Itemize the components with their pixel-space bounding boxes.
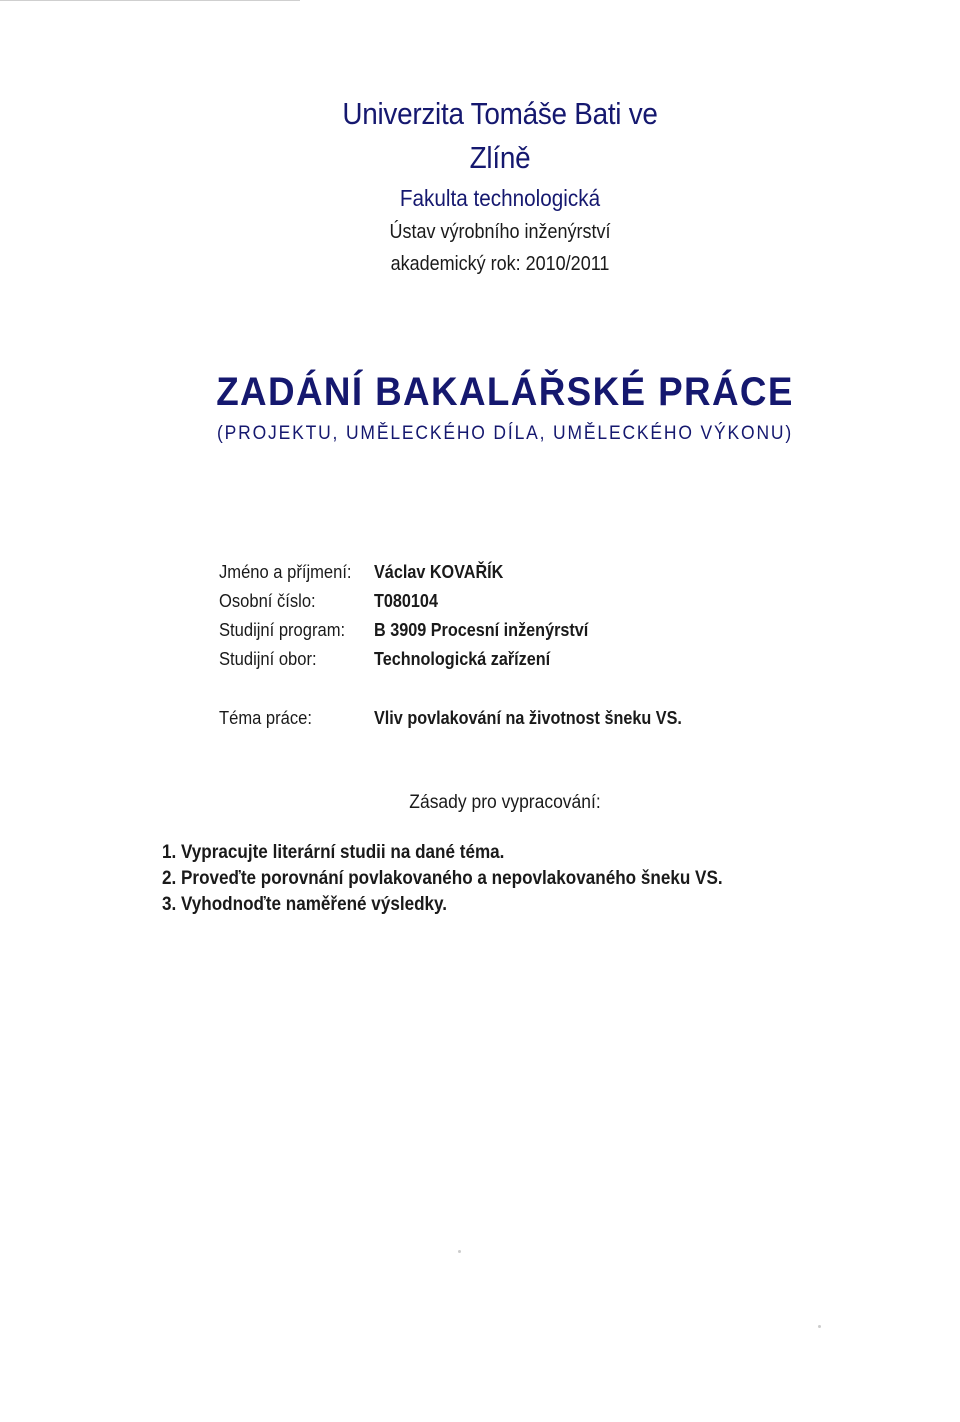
institution-header [311, 92, 689, 280]
theme-label: Téma práce: [219, 707, 312, 728]
theme-value: Vliv povlakování na životnost šneku VS. [374, 707, 682, 728]
faculty-name: Fakulta technologická [399, 185, 601, 211]
info-label: Jméno a příjmení: [219, 562, 352, 582]
academic-year: akademický rok: 2010/2011 [390, 253, 610, 275]
thesis-theme [219, 703, 839, 733]
guidelines-heading: Zásady pro vypracování: [409, 792, 601, 813]
info-label: Studijní program: [219, 620, 346, 640]
university-name: Univerzita Tomáše Bati ve Zlíně [342, 96, 658, 175]
scan-speck [818, 1325, 821, 1328]
info-label: Studijní obor: [219, 649, 317, 669]
info-value: Technologická zařízení [374, 649, 551, 669]
document-title: ZADÁNÍ BAKALÁŘSKÉ PRÁCE [216, 370, 794, 414]
info-row-name [219, 558, 839, 587]
institute-name: Ústav výrobního inženýrství [389, 221, 611, 243]
info-label: Osobní číslo: [219, 591, 316, 611]
guidelines-list [162, 840, 842, 918]
top-scan-edge [0, 0, 300, 1]
scan-speck [458, 1250, 461, 1253]
info-row-study-program [219, 616, 839, 645]
info-value: T080104 [374, 591, 438, 611]
document-title-block [130, 366, 880, 448]
student-info [219, 558, 839, 674]
info-value: B 3909 Procesní inženýrství [374, 620, 589, 640]
list-item: 3. Vyhodnoďte naměřené výsledky. [162, 894, 448, 915]
list-item: 1. Vypracujte literární studii na dané téma. [162, 842, 505, 863]
list-item: 2. Proveďte porovnání povlakovaného a nepovlakovaného šneku VS. [162, 868, 723, 889]
info-row-study-field [219, 645, 839, 674]
info-value: Václav KOVAŘÍK [374, 562, 504, 582]
document-subtitle: (PROJEKTU, UMĚLECKÉHO DÍLA, UMĚLECKÉHO VÝKONU) [216, 423, 794, 444]
info-row-personal-number [219, 587, 839, 616]
